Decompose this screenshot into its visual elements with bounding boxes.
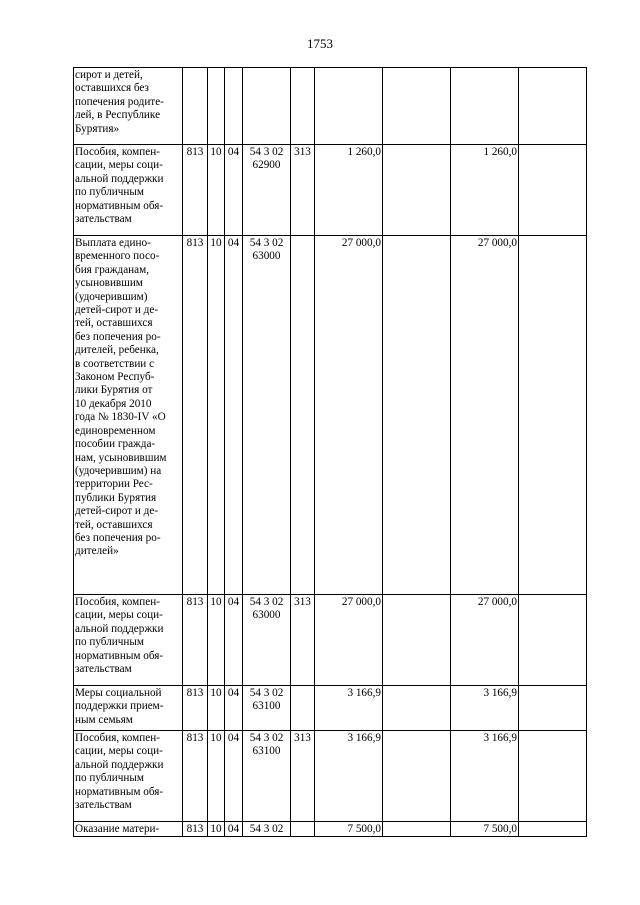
amount-other xyxy=(519,236,587,595)
section-code: 10 xyxy=(208,731,225,822)
amount-total: 1 260,0 xyxy=(315,145,383,236)
table-row xyxy=(74,145,587,236)
amount-regional: 27 000,0 xyxy=(451,595,519,686)
item-description: Оказание матери- xyxy=(74,822,183,837)
section-code: 10 xyxy=(208,236,225,595)
subsection-code: 04 xyxy=(225,595,243,686)
table-row xyxy=(74,731,587,822)
table-row xyxy=(74,686,587,731)
amount-regional xyxy=(451,68,519,145)
item-description: Меры социальной поддержки прием- ным семьям xyxy=(74,686,183,731)
subsection-code: 04 xyxy=(225,236,243,595)
expense-type-code xyxy=(291,236,315,595)
page-number: 1753 xyxy=(307,36,333,51)
amount-total: 27 000,0 xyxy=(315,595,383,686)
expense-type-code xyxy=(291,822,315,837)
amount-federal xyxy=(383,686,451,731)
item-description: Пособия, компен- сации, меры соци- альной поддержки по публичным нормативным обя- зательствам xyxy=(74,731,183,822)
amount-other xyxy=(519,822,587,837)
amount-federal xyxy=(383,236,451,595)
item-description: Выплата едино- временного посо- бия гражданам, усыновившим (удочерившим) детей-сирот и де- тей, оставшихся без попечения ро- дителей, ребенка, в соответствии с Законом Респуб- лики Бурятия от 10 декабря 2010 года № 1830-IV «О единовременном пособии гражда- нам, усыновившим (удочерившим) на территории Рес- публики Бурятия детей-сирот и де- тей, оставшихся без попечения ро- дителей» xyxy=(74,236,183,595)
ministry-code: 813 xyxy=(183,595,208,686)
ministry-code: 813 xyxy=(183,145,208,236)
subsection-code: 04 xyxy=(225,822,243,837)
table-row xyxy=(74,68,587,145)
section-code xyxy=(208,68,225,145)
subsection-code: 04 xyxy=(225,731,243,822)
section-code: 10 xyxy=(208,595,225,686)
amount-regional: 1 260,0 xyxy=(451,145,519,236)
target-item-code: 54 3 02 63100 xyxy=(243,731,291,822)
subsection-code: 04 xyxy=(225,686,243,731)
expense-type-code xyxy=(291,686,315,731)
expense-type-code: 313 xyxy=(291,595,315,686)
target-item-code: 54 3 02 xyxy=(243,822,291,837)
table-row xyxy=(74,822,587,837)
ministry-code: 813 xyxy=(183,822,208,837)
amount-other xyxy=(519,731,587,822)
item-description: сирот и детей, оставшихся без попечения родите- лей, в Республике Бурятия» xyxy=(74,68,183,145)
amount-regional: 3 166,9 xyxy=(451,731,519,822)
amount-federal xyxy=(383,822,451,837)
subsection-code xyxy=(225,68,243,145)
ministry-code xyxy=(183,68,208,145)
budget-table xyxy=(73,67,587,837)
target-item-code xyxy=(243,68,291,145)
amount-regional: 27 000,0 xyxy=(451,236,519,595)
amount-regional: 7 500,0 xyxy=(451,822,519,837)
item-description: Пособия, компен- сации, меры соци- альной поддержки по публичным нормативным обя- зательствам xyxy=(74,595,183,686)
amount-other xyxy=(519,686,587,731)
target-item-code: 54 3 02 63000 xyxy=(243,595,291,686)
ministry-code: 813 xyxy=(183,236,208,595)
target-item-code: 54 3 02 62900 xyxy=(243,145,291,236)
section-code: 10 xyxy=(208,145,225,236)
section-code: 10 xyxy=(208,822,225,837)
amount-total: 3 166,9 xyxy=(315,731,383,822)
amount-total: 3 166,9 xyxy=(315,686,383,731)
item-description: Пособия, компен- сации, меры соци- альной поддержки по публичным нормативным обя- зательствам xyxy=(74,145,183,236)
section-code: 10 xyxy=(208,686,225,731)
expense-type-code: 313 xyxy=(291,731,315,822)
target-item-code: 54 3 02 63000 xyxy=(243,236,291,595)
table-row xyxy=(74,236,587,595)
ministry-code: 813 xyxy=(183,686,208,731)
amount-total: 7 500,0 xyxy=(315,822,383,837)
expense-type-code: 313 xyxy=(291,145,315,236)
amount-federal xyxy=(383,68,451,145)
amount-federal xyxy=(383,145,451,236)
table-row xyxy=(74,595,587,686)
amount-federal xyxy=(383,595,451,686)
amount-regional: 3 166,9 xyxy=(451,686,519,731)
ministry-code: 813 xyxy=(183,731,208,822)
amount-total: 27 000,0 xyxy=(315,236,383,595)
expense-type-code xyxy=(291,68,315,145)
amount-other xyxy=(519,68,587,145)
amount-other xyxy=(519,145,587,236)
subsection-code: 04 xyxy=(225,145,243,236)
amount-total xyxy=(315,68,383,145)
target-item-code: 54 3 02 63100 xyxy=(243,686,291,731)
amount-other xyxy=(519,595,587,686)
amount-federal xyxy=(383,731,451,822)
